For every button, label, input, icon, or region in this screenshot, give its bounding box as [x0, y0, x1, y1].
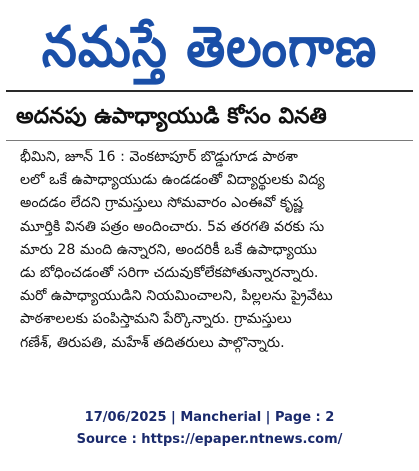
article-line: భీమిని, జూన్ 16 : వెంకటాపూర్ బొడ్డుగూడ పాఠశా [20, 149, 298, 165]
article-line: డు బోధించడంతో సరిగా చదువుకోలేకపోతున్నారన్నారు. [20, 265, 319, 282]
article-body [20, 146, 403, 355]
headline-divider [6, 140, 413, 141]
article-line: గణేశ్, తిరుపతి, మహేశ్ తదితరులు పాల్గొన్నారు. [20, 334, 285, 351]
masthead-divider [6, 90, 413, 92]
article-line: మరో ఉపాధ్యాయుడిని నియమించాలని, పిల్లలను ప్రైవేటు [20, 288, 333, 305]
article-line: లలో ఒకే ఉపాధ్యాయుడు ఉండడంతో విద్యార్థులకు విద్య [20, 172, 325, 189]
article-line: పాఠశాలలకు పంపిస్తామని పేర్కొన్నారు. గ్రామస్తులు [20, 311, 292, 328]
article-line: మూర్తికి వినతి పత్రం అందించారు. 5వ తరగతి వరకు సు [20, 218, 325, 235]
footer-source-link[interactable]: Source : https://epaper.ntnews.com/ [76, 432, 343, 447]
masthead [8, 6, 411, 88]
article-headline: అదనపు ఉపాధ్యాయుడి కోసం వినతి [16, 104, 327, 129]
masthead-title: నమస్తే తెలంగాణ [41, 14, 378, 80]
footer-date-edition: 17/06/2025 | Mancherial | Page : 2 [84, 410, 335, 425]
article-line: మారు 28 మంది ఉన్నారని, అందరికీ ఒకే ఉపాధ్యాయు [20, 241, 317, 258]
article-line: అందడం లేదని గ్రామస్తులు సోమవారం ఎంఈవో కృష్ణ [20, 195, 304, 212]
